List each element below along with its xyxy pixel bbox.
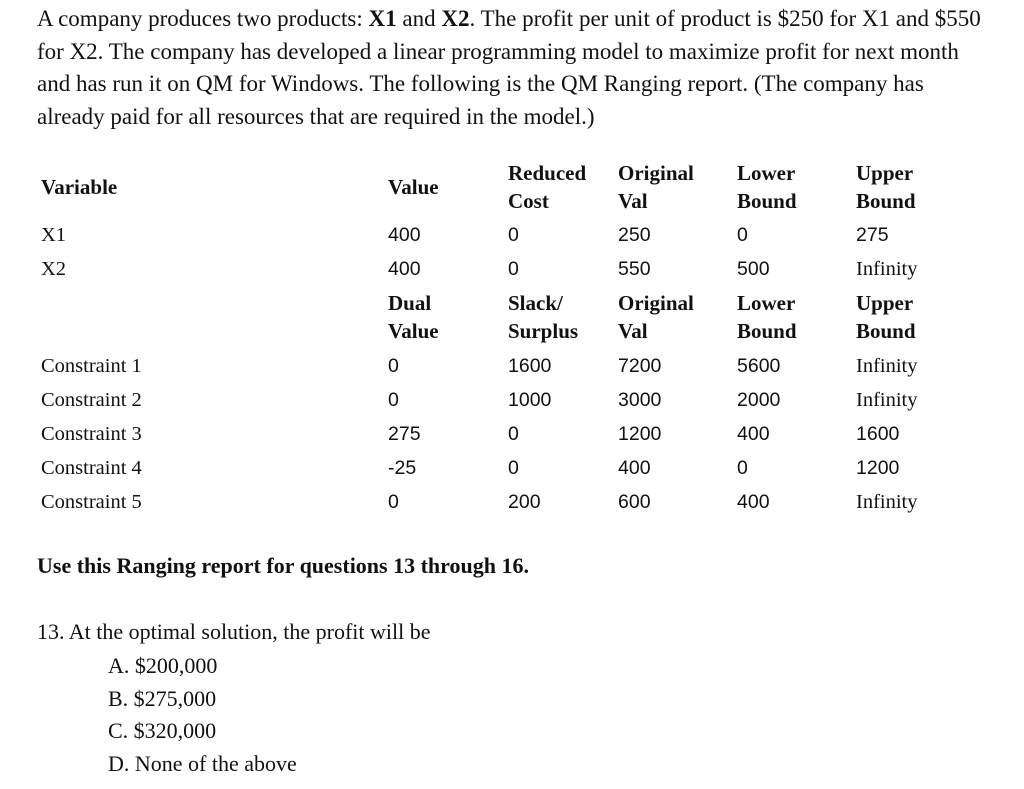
variable-value-x2: 400 <box>388 258 421 280</box>
answer-options <box>108 650 297 780</box>
usage-note: Use this Ranging report for questions 13 through 16. <box>37 553 530 578</box>
header-lower-2: Bound <box>737 189 797 213</box>
reduced-cost-x2: 0 <box>508 258 519 280</box>
header-upper-1: Upper <box>856 161 914 185</box>
header-c-original-1: Original <box>618 291 694 315</box>
header-original-1: Original <box>618 161 694 185</box>
constraint-lower-3: 400 <box>737 423 770 445</box>
dual-value-3: 275 <box>388 423 421 445</box>
variable-name-x2: X2 <box>41 258 67 280</box>
reduced-cost-x1: 0 <box>508 224 519 246</box>
header-slack-1: Slack/ <box>508 291 563 315</box>
lower-bound-x1: 0 <box>737 224 748 246</box>
intro-text-3: . The profit per unit of product is $250 for X1 and $550 for X2. The company has developed a linear programming model to maximize profit for next month and has run it on QM for Windows. The following is the QM Ranging report. (The company has already paid for all resources that are required in the model.) <box>37 6 981 129</box>
constraint-lower-5: 400 <box>737 491 770 513</box>
product-x1: X1 <box>368 6 397 31</box>
slack-surplus-2: 1000 <box>508 389 552 411</box>
constraint-original-2: 3000 <box>618 389 662 411</box>
header-c-lower-1: Lower <box>737 291 796 315</box>
constraint-name-5: Constraint 5 <box>41 491 142 513</box>
constraint-name-3: Constraint 3 <box>41 423 142 445</box>
header-dual-2: Value <box>388 319 439 343</box>
header-original-2: Val <box>618 189 648 213</box>
header-lower-1: Lower <box>737 161 796 185</box>
header-reduced-1: Reduced <box>508 161 587 185</box>
option-b[interactable]: B. $275,000 <box>108 685 217 711</box>
dual-value-5: 0 <box>388 491 399 513</box>
constraint-upper-2: Infinity <box>856 389 918 411</box>
option-c[interactable]: C. $320,000 <box>108 718 217 743</box>
header-c-upper-2: Bound <box>856 319 916 343</box>
intro-text-2: and <box>396 6 442 31</box>
constraint-original-3: 1200 <box>618 423 662 445</box>
constraint-upper-4: 1200 <box>856 457 900 479</box>
constraint-name-4: Constraint 4 <box>41 457 142 479</box>
constraint-upper-3: 1600 <box>856 423 900 445</box>
dual-value-2: 0 <box>388 389 399 411</box>
header-upper-2: Bound <box>856 189 916 213</box>
header-c-lower-2: Bound <box>737 319 797 343</box>
constraint-name-2: Constraint 2 <box>41 389 142 411</box>
upper-bound-x1: 275 <box>856 224 889 246</box>
dual-value-1: 0 <box>388 355 399 377</box>
variable-name-x1: X1 <box>41 224 67 246</box>
constraint-upper-5: Infinity <box>856 491 918 513</box>
constraint-lower-1: 5600 <box>737 355 781 377</box>
constraint-original-5: 600 <box>618 491 651 513</box>
question-13: 13. At the optimal solution, the profit will be <box>37 619 431 644</box>
constraint-name-1: Constraint 1 <box>41 355 142 377</box>
constraint-original-1: 7200 <box>618 355 662 377</box>
constraint-upper-1: Infinity <box>856 355 918 377</box>
variable-value-x1: 400 <box>388 224 421 246</box>
header-c-upper-1: Upper <box>856 291 914 315</box>
constraint-original-4: 400 <box>618 457 651 479</box>
header-slack-2: Surplus <box>508 319 579 343</box>
constraint-lower-4: 0 <box>737 457 748 479</box>
lower-bound-x2: 500 <box>737 258 770 280</box>
slack-surplus-4: 0 <box>508 457 519 479</box>
header-reduced-2: Cost <box>508 189 549 213</box>
slack-surplus-3: 0 <box>508 423 519 445</box>
slack-surplus-5: 200 <box>508 491 541 513</box>
intro-text-1: A company produces two products: <box>37 6 369 31</box>
option-a[interactable]: A. $200,000 <box>108 653 218 678</box>
header-value: Value <box>388 175 439 199</box>
header-dual-1: Dual <box>388 291 432 315</box>
slack-surplus-1: 1600 <box>508 355 552 377</box>
original-val-x1: 250 <box>618 224 651 246</box>
header-variable: Variable <box>41 175 118 199</box>
constraint-lower-2: 2000 <box>737 389 781 411</box>
dual-value-4: -25 <box>388 457 417 479</box>
product-x2: X2 <box>441 6 470 31</box>
original-val-x2: 550 <box>618 258 651 280</box>
option-d[interactable]: D. None of the above <box>108 750 297 776</box>
header-c-original-2: Val <box>618 319 648 343</box>
upper-bound-x2: Infinity <box>856 258 918 280</box>
